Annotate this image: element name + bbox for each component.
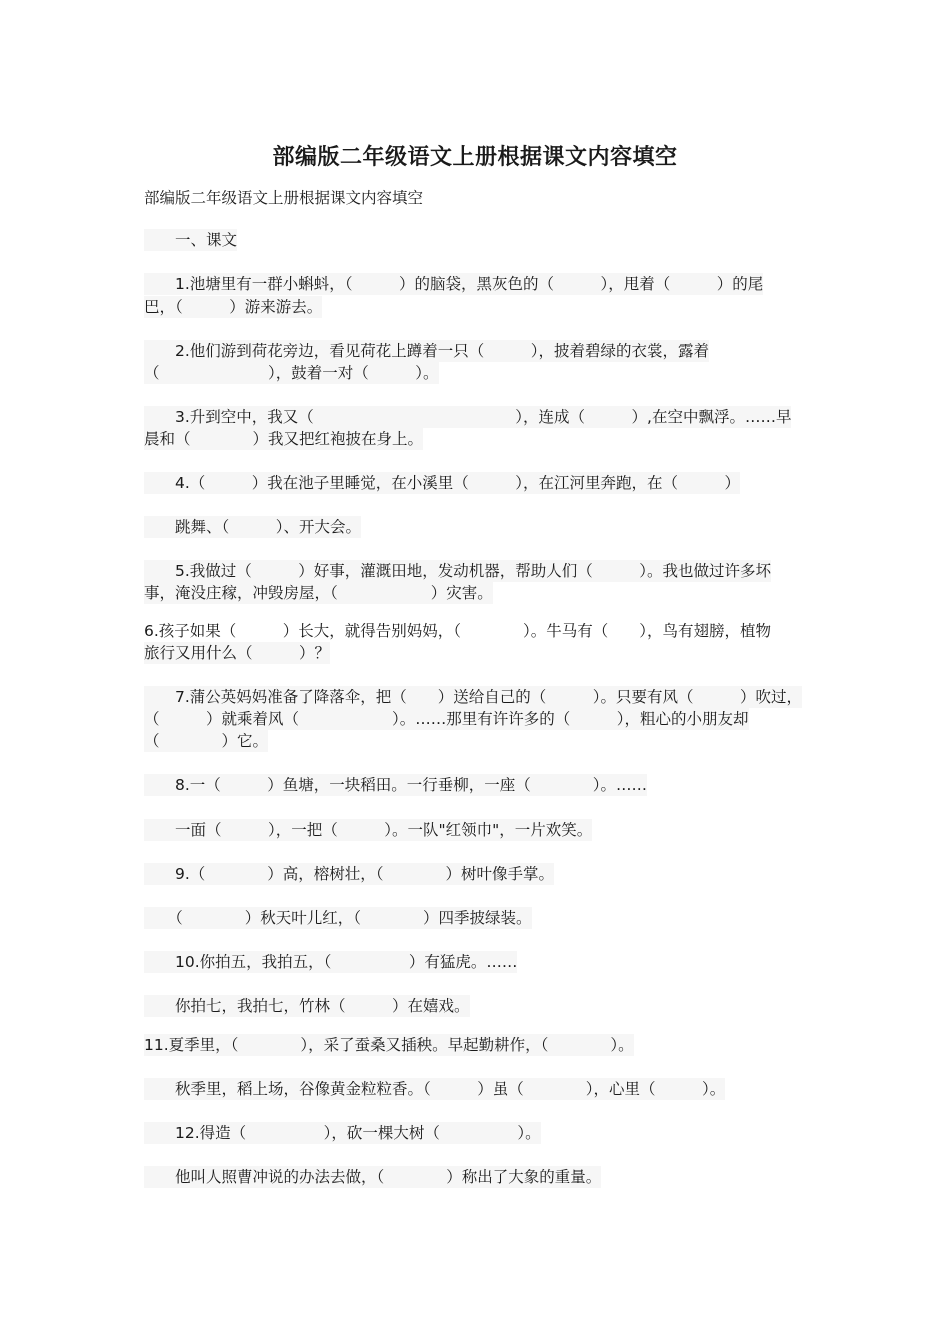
question-12-line-1: 12.得造（ ），砍一棵大树（ ）。: [144, 1124, 541, 1142]
page-title: 部编版二年级语文上册根据课文内容填空: [272, 145, 678, 170]
question-8-line-1: 8.一（ ）鱼塘，一块稻田。一行垂柳，一座（ ）。……: [144, 776, 648, 794]
question-4-line-2: 跳舞、（ ）、开大会。: [144, 518, 362, 536]
question-5-line-2: 事，淹没庄稼，冲毁房屋，（ ）灾害。: [144, 584, 493, 602]
question-5-line-1: 5.我做过（ ）好事，灌溉田地，发动机器，帮助人们（ ）。我也做过许多坏: [144, 562, 772, 580]
question-7-line-3: （ ）它。: [144, 732, 269, 750]
question-11-line-1: 11.夏季里，（ ），采了蚕桑又插秧。早起勤耕作，（ ）。: [144, 1036, 634, 1054]
question-6-line-2: 旅行又用什么（ ）？: [144, 644, 331, 662]
subtitle: 部编版二年级语文上册根据课文内容填空: [144, 189, 424, 207]
question-12-line-2: 他叫人照曹冲说的办法去做，（ ）称出了大象的重量。: [144, 1168, 602, 1186]
question-7-line-1: 7.蒲公英妈妈准备了降落伞，把（ ）送给自己的（ ）。只要有风（ ）吹过，: [144, 688, 803, 706]
question-3-line-2: 晨和（ ）我又把红袍披在身上。: [144, 430, 424, 448]
question-6-line-1: 6.孩子如果（ ）长大，就得告别妈妈，（ ）。牛马有（ ），鸟有翅膀，植物: [144, 622, 772, 640]
question-10-line-2: 你拍七，我拍七，竹林（ ）在嬉戏。: [144, 997, 470, 1015]
question-3-line-1: 3.升到空中，我又（ ），连成（ ）,在空中飘浮。……早: [144, 408, 792, 426]
question-1-line-2: 巴，（ ）游来游去。: [144, 298, 323, 316]
question-1-line-1: 1.池塘里有一群小蝌蚪，（ ）的脑袋，黑灰色的（ ），甩着（ ）的尾: [144, 275, 764, 293]
question-2-line-2: （ ），鼓着一对（ ）。: [144, 364, 439, 382]
question-10-line-1: 10.你拍五，我拍五，（ ）有猛虎。……: [144, 953, 518, 971]
question-2-line-1: 2.他们游到荷花旁边，看见荷花上蹲着一只（ ），披着碧绿的衣裳，露着: [144, 342, 710, 360]
question-4-line-1: 4.（ ）我在池子里睡觉，在小溪里（ ），在江河里奔跑，在（ ）: [144, 474, 741, 492]
question-11-line-2: 秋季里，稻上场，谷像黄金粒粒香。（ ）虽（ ），心里（ ）。: [144, 1080, 726, 1098]
section-heading: 一、课文: [144, 231, 238, 249]
question-8-line-2: 一面（ ），一把（ ）。一队"红领巾"，一片欢笑。: [144, 821, 593, 839]
question-7-line-2: （ ）就乘着风（ ）。……那里有许许多的（ ），粗心的小朋友却: [144, 710, 749, 728]
question-9-line-2: （ ）秋天叶儿红，（ ）四季披绿装。: [144, 909, 532, 927]
question-9-line-1: 9.（ ）高，榕树壮，（ ）树叶像手掌。: [144, 865, 555, 883]
